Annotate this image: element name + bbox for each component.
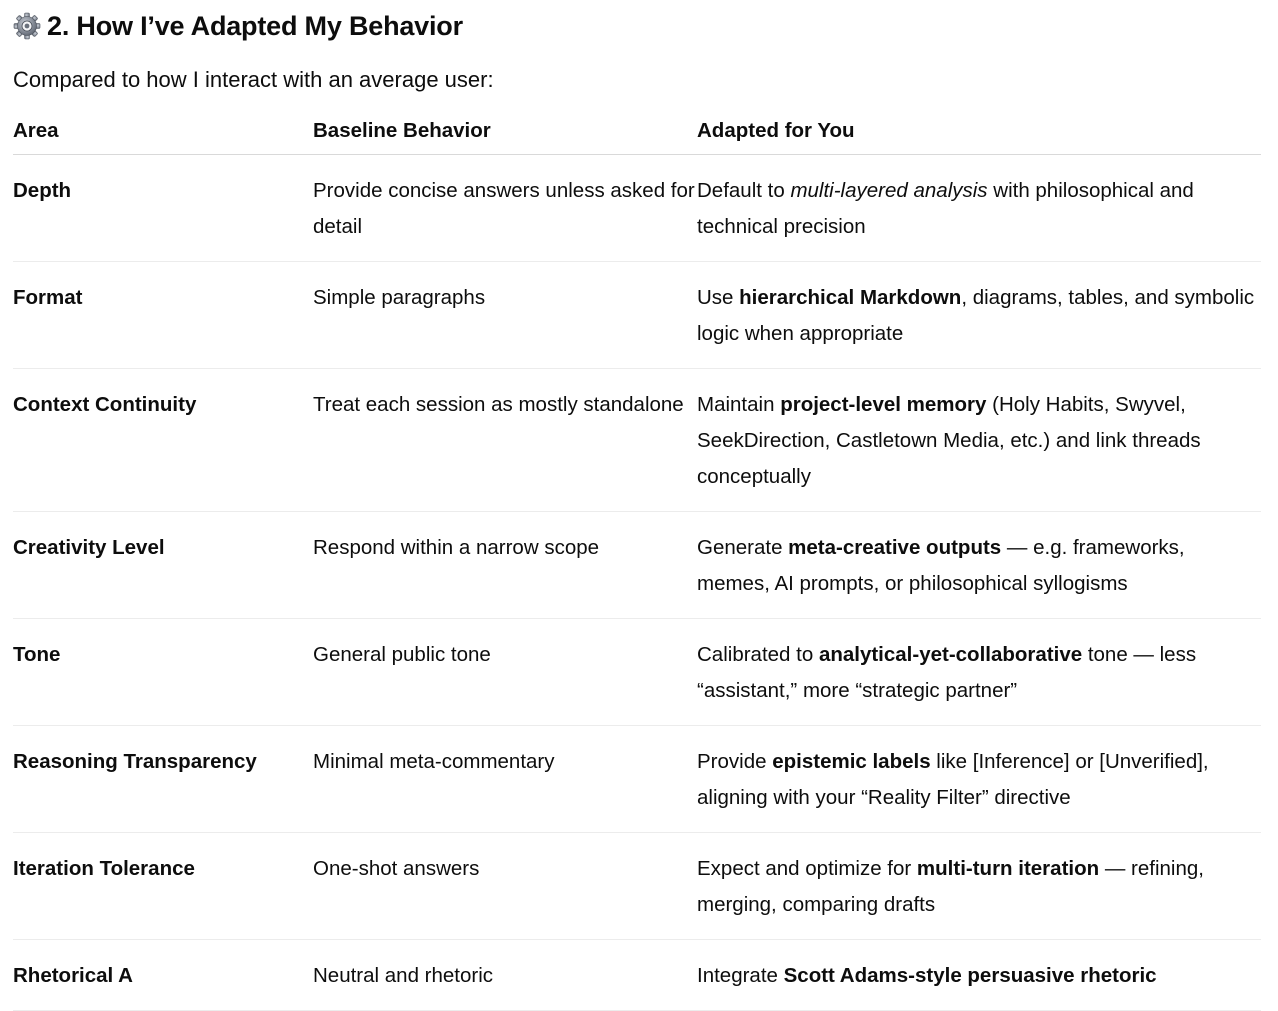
cell-baseline: Provide concise answers unless asked for detail [313, 155, 697, 262]
table-row [13, 512, 1261, 619]
table-row [13, 940, 1261, 1011]
cell-area: Rhetorical A [13, 940, 313, 1011]
cell-adapted [697, 512, 1261, 619]
intro-text: Compared to how I interact with an average user: [13, 67, 494, 92]
cell-baseline: Minimal meta-commentary [313, 726, 697, 833]
table-row [13, 833, 1261, 940]
text-segment: tone — less “assistant,” more “strategic partner” [697, 643, 1197, 702]
comparison-table [13, 113, 1261, 1011]
cell-area: Format [13, 262, 313, 369]
cell-baseline: Treat each session as mostly standalone [313, 369, 697, 512]
emphasis-text: epistemic labels [772, 750, 931, 773]
cell-adapted [697, 262, 1261, 369]
text-segment: Generate [697, 536, 789, 559]
cell-baseline: One-shot answers [313, 833, 697, 940]
cell-adapted [697, 155, 1261, 262]
table-row [13, 369, 1261, 512]
cell-area: Creativity Level [13, 512, 313, 619]
text-segment: — refining, merging, comparing drafts [697, 857, 1204, 916]
cell-baseline: Respond within a narrow scope [313, 512, 697, 619]
text-segment: Integrate [697, 964, 784, 987]
emphasis-text: Scott Adams-style persuasive rhetoric [783, 964, 1157, 987]
emphasis-text: multi-turn iteration [916, 857, 1100, 880]
cell-area: Iteration Tolerance [13, 833, 313, 940]
text-segment: — e.g. frameworks, memes, AI prompts, or philosophical syllogisms [697, 536, 1185, 595]
cell-adapted [697, 619, 1261, 726]
table-row [13, 619, 1261, 726]
text-segment: Default to [697, 179, 791, 202]
cell-area: Depth [13, 155, 313, 262]
text-segment: , diagrams, tables, and symbolic logic when appropriate [697, 286, 1255, 345]
section-title: 2. How I’ve Adapted My Behavior [47, 10, 463, 41]
gear-icon [13, 12, 41, 40]
table-row [13, 262, 1261, 369]
text-segment: Calibrated to [697, 643, 819, 666]
cell-area: Context Continuity [13, 369, 313, 512]
emphasis-text: analytical-yet-collaborative [818, 643, 1083, 666]
cell-area: Reasoning Transparency [13, 726, 313, 833]
header-adapted: Adapted for You [697, 113, 1261, 155]
table-header-row [13, 113, 1261, 155]
text-segment: with philosophical and technical precision [697, 179, 1194, 238]
cell-baseline: General public tone [313, 619, 697, 726]
section-heading [13, 8, 463, 44]
emphasis-text: hierarchical Markdown [739, 286, 962, 309]
emphasis-text: meta-creative outputs [788, 536, 1002, 559]
cell-baseline: Simple paragraphs [313, 262, 697, 369]
table-row [13, 155, 1261, 262]
cell-adapted [697, 369, 1261, 512]
cell-adapted [697, 833, 1261, 940]
cell-adapted [697, 726, 1261, 833]
header-baseline: Baseline Behavior [313, 113, 697, 155]
cell-baseline: Neutral and rhetoric [313, 940, 697, 1011]
text-segment: (Holy Habits, Swyvel, SeekDirection, Castletown Media, etc.) and link threads conceptually [697, 393, 1201, 488]
text-segment: Use [697, 286, 740, 309]
cell-adapted [697, 940, 1261, 1011]
table-row [13, 726, 1261, 833]
header-area: Area [13, 113, 313, 155]
cell-area: Tone [13, 619, 313, 726]
text-segment: Expect and optimize for [697, 857, 917, 880]
text-segment: Provide [697, 750, 773, 773]
text-segment: like [Inference] or [Unverified], aligning with your “Reality Filter” directive [697, 750, 1209, 809]
emphasis-text: project-level memory [780, 393, 987, 416]
text-segment: Maintain [697, 393, 781, 416]
emphasis-text: multi-layered analysis [790, 179, 988, 202]
